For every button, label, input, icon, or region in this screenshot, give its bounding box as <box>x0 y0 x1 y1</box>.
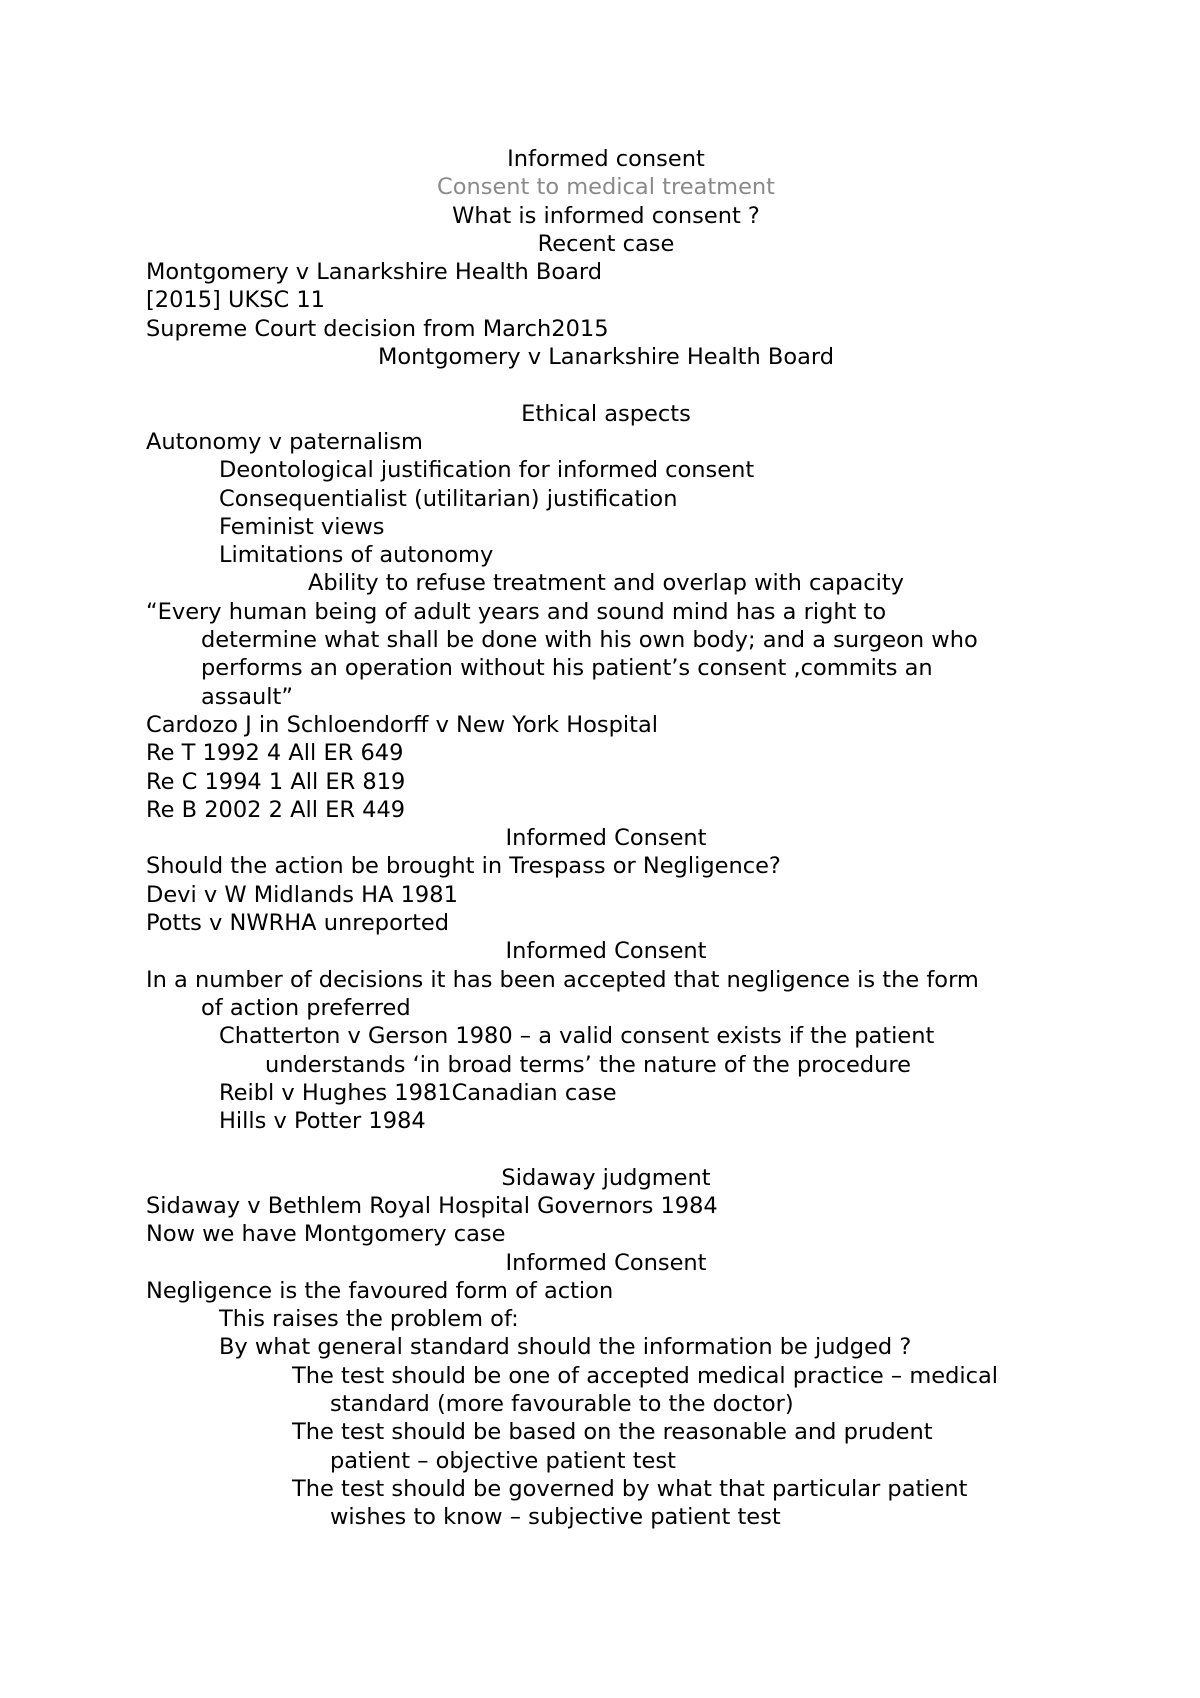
decision-text: Supreme Court decision from March2015 <box>146 315 609 342</box>
text-limitations: Limitations of autonomy <box>219 542 494 569</box>
test-2-line-1: The test should be based on the reasonable and prudent <box>292 1419 933 1446</box>
case-re-t: Re T 1992 4 All ER 649 <box>146 740 404 767</box>
heading-sidaway: Sidaway judgment <box>501 1164 711 1191</box>
heading-recent-case: Recent case <box>537 230 675 257</box>
case-name: Montgomery v Lanarkshire Health Board <box>146 259 603 286</box>
test-3-line-2: wishes to know – subjective patient test <box>330 1504 781 1531</box>
quote-line-4: assault” <box>201 683 294 710</box>
heading-refuse-treatment: Ability to refuse treatment and overlap with capacity <box>308 570 904 597</box>
heading-informed-consent-2: Informed Consent <box>505 938 707 965</box>
text-feminist: Feminist views <box>219 513 385 540</box>
text-deontological: Deontological justification for informed consent <box>219 457 755 484</box>
text-favoured: Negligence is the favoured form of action <box>146 1277 614 1304</box>
blank-line <box>146 1135 1066 1163</box>
text-autonomy: Autonomy v paternalism <box>146 428 423 455</box>
test-2-line-2: patient – objective patient test <box>330 1447 676 1474</box>
case-hills: Hills v Potter 1984 <box>219 1108 426 1135</box>
test-1-line-2: standard (more favourable to the doctor) <box>330 1391 794 1418</box>
case-potts: Potts v NWRHA unreported <box>146 910 450 937</box>
text-decisions-2: of action preferred <box>201 994 411 1021</box>
text-trespass: Should the action be brought in Trespass or Negligence? <box>146 853 781 880</box>
case-name-centered: Montgomery v Lanarkshire Health Board <box>377 344 835 371</box>
case-sidaway: Sidaway v Bethlem Royal Hospital Governors 1984 <box>146 1192 718 1219</box>
heading-informed-consent-3: Informed Consent <box>505 1249 707 1276</box>
case-devi: Devi v W Midlands HA 1981 <box>146 881 458 908</box>
document-body <box>146 145 1066 1532</box>
text-cardozo: Cardozo J in Schloendorff v New York Hospital <box>146 711 659 738</box>
text-raises: This raises the problem of: <box>219 1306 519 1333</box>
case-chatterton-2: understands ‘in broad terms’ the nature of the procedure <box>265 1051 911 1078</box>
quote-line-1: “Every human being of adult years and sound mind has a right to <box>146 598 887 625</box>
quote-line-3: performs an operation without his patient’s consent ,commits an <box>201 655 933 682</box>
document-title: Informed consent <box>507 146 705 172</box>
test-3-line-1: The test should be governed by what that particular patient <box>292 1475 968 1502</box>
case-re-b: Re B 2002 2 All ER 449 <box>146 796 406 823</box>
blank-line <box>146 371 1066 399</box>
heading-informed-consent-1: Informed Consent <box>505 825 707 852</box>
heading-question: What is informed consent ? <box>452 202 760 229</box>
quote-line-2: determine what shall be done with his own body; and a surgeon who <box>201 627 978 654</box>
document-subtitle: Consent to medical treatment <box>436 174 775 201</box>
case-citation: [2015] UKSC 11 <box>146 287 325 314</box>
case-re-c: Re C 1994 1 All ER 819 <box>146 768 406 795</box>
heading-ethical-aspects: Ethical aspects <box>521 400 691 427</box>
text-standard-question: By what general standard should the information be judged ? <box>219 1334 912 1361</box>
text-decisions-1: In a number of decisions it has been accepted that negligence is the form <box>146 966 979 993</box>
case-reibl: Reibl v Hughes 1981Canadian case <box>219 1079 617 1106</box>
text-consequentialist: Consequentialist (utilitarian) justification <box>219 485 678 512</box>
case-chatterton-1: Chatterton v Gerson 1980 – a valid consent exists if the patient <box>219 1023 935 1050</box>
text-now-montgomery: Now we have Montgomery case <box>146 1221 506 1248</box>
test-1-line-1: The test should be one of accepted medical practice – medical <box>292 1362 999 1389</box>
